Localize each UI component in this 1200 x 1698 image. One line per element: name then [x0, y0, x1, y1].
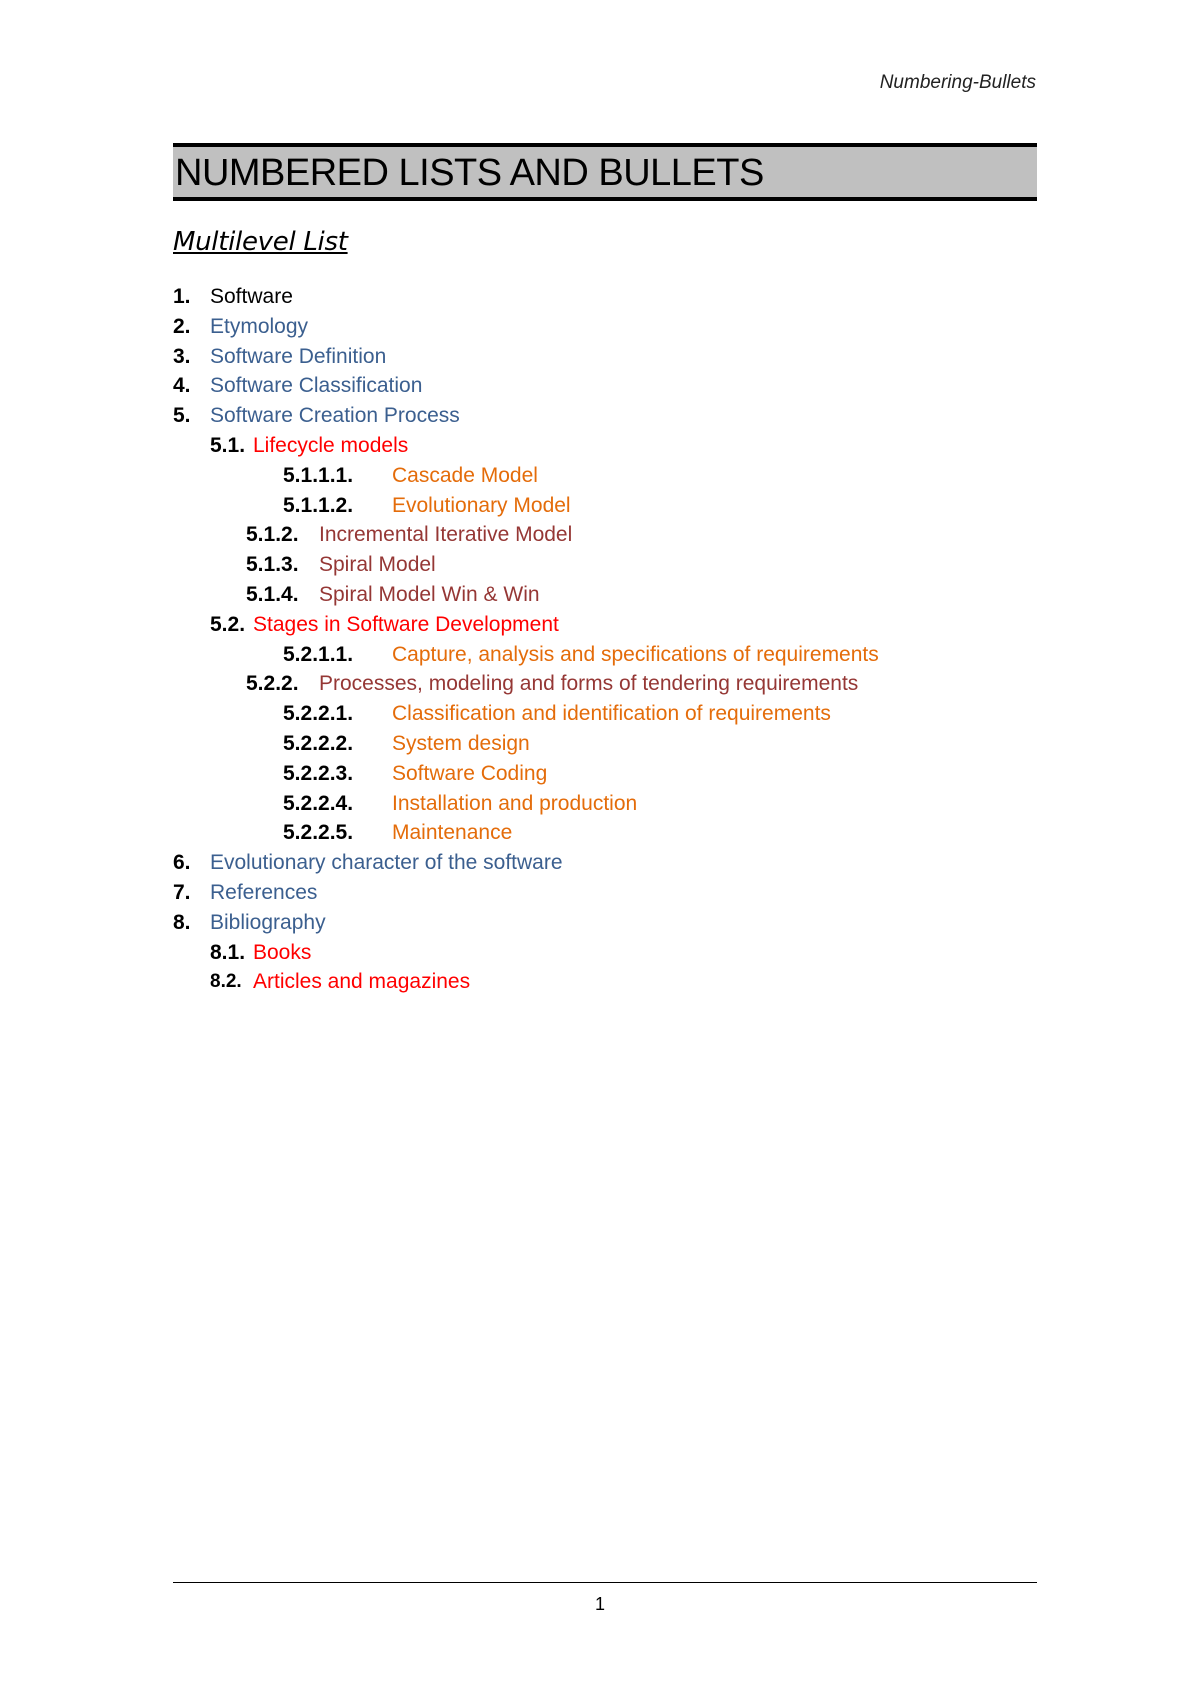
- page-number: 1: [594, 1594, 605, 1614]
- list-number: 8.2.: [210, 971, 242, 992]
- list-label: Classification and identification of requirements: [392, 702, 831, 725]
- list-number: 5.2.2.4.: [283, 792, 354, 815]
- list-number: 1.: [173, 285, 191, 308]
- list-number: 5.1.2.: [246, 523, 299, 546]
- list-number: 7.: [173, 881, 191, 904]
- list-label: Installation and production: [392, 792, 638, 815]
- list-number: 4.: [173, 374, 191, 397]
- list-label: Software Coding: [392, 762, 548, 785]
- footer-divider: [173, 1582, 1037, 1583]
- list-number: 5.: [173, 404, 191, 427]
- list-label: Software: [210, 285, 293, 308]
- list-number: 5.2.2.1.: [283, 702, 354, 725]
- page-title: NUMBERED LISTS AND BULLETS: [175, 152, 764, 194]
- list-label: Software Creation Process: [210, 404, 460, 427]
- running-header: Numbering-Bullets: [879, 72, 1036, 93]
- list-number: 5.2.2.2.: [283, 732, 354, 755]
- list-label: Software Classification: [210, 374, 423, 397]
- list-label: Lifecycle models: [253, 434, 409, 457]
- list-label: Processes, modeling and forms of tendering requirements: [319, 672, 859, 695]
- list-label: Capture, analysis and specifications of requirements: [392, 643, 879, 666]
- list-number: 5.2.1.1.: [283, 643, 354, 666]
- list-label: Stages in Software Development: [253, 613, 559, 636]
- list-number: 5.2.: [210, 613, 246, 636]
- list-label: Books: [253, 941, 312, 964]
- list-number: 2.: [173, 315, 191, 338]
- list-label: Cascade Model: [392, 464, 538, 487]
- list-number: 8.1.: [210, 941, 246, 964]
- list-number: 5.2.2.: [246, 672, 299, 695]
- list-label: Etymology: [210, 315, 309, 338]
- list-label: Incremental Iterative Model: [319, 523, 573, 546]
- list-number: 5.1.3.: [246, 553, 299, 576]
- list-label: Maintenance: [392, 821, 513, 844]
- list-number: 5.1.1.1.: [283, 464, 354, 487]
- list-label: Spiral Model Win & Win: [319, 583, 540, 606]
- list-number: 5.2.2.3.: [283, 762, 354, 785]
- section-subtitle: Multilevel List: [173, 227, 348, 257]
- list-label: Spiral Model: [319, 553, 436, 576]
- list-number: 5.1.4.: [246, 583, 299, 606]
- list-label: Bibliography: [210, 911, 326, 934]
- list-label: System design: [392, 732, 530, 755]
- list-label: Evolutionary Model: [392, 494, 571, 517]
- list-number: 3.: [173, 345, 191, 368]
- list-number: 5.2.2.5.: [283, 821, 354, 844]
- list-label: Articles and magazines: [253, 970, 471, 993]
- list-number: 8.: [173, 911, 191, 934]
- list-number: 6.: [173, 851, 191, 874]
- title-banner: [173, 143, 1037, 201]
- list-number: 5.1.1.2.: [283, 494, 354, 517]
- list-number: 5.1.: [210, 434, 246, 457]
- list-label: Evolutionary character of the software: [210, 851, 563, 874]
- list-label: Software Definition: [210, 345, 387, 368]
- list-label: References: [210, 881, 318, 904]
